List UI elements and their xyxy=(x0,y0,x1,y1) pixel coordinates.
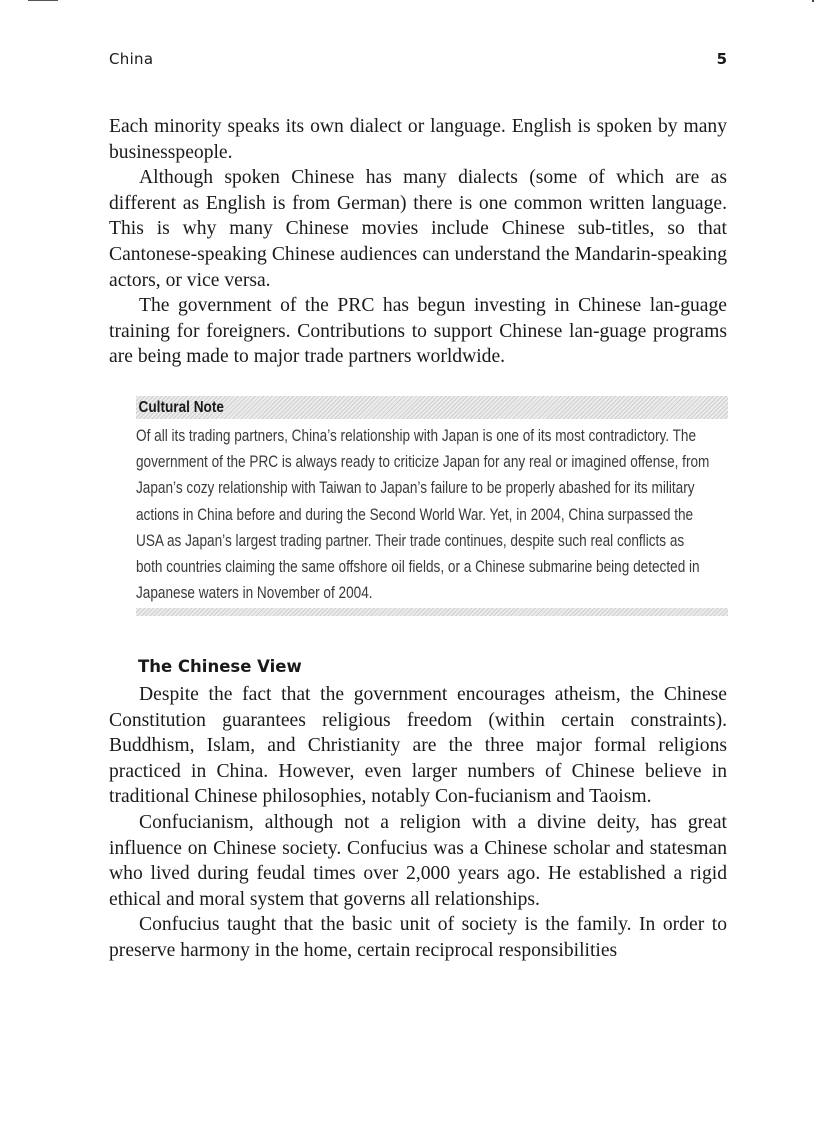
section-heading: The Chinese View xyxy=(138,657,302,676)
paragraph: Confucianism, although not a religion with a divine deity, has great influence on Chinese society. Confucius was a Chinese scholar and statesman who lived during feudal times over 2,000 years ago. He established a rigid ethical and moral system that governs all relationships. xyxy=(109,811,727,910)
cultural-note-body xyxy=(136,423,728,606)
note-line: Japan’s cozy relationship with Taiwan to Japan’s failure to be properly abashed for its military xyxy=(136,479,695,498)
section-text xyxy=(109,682,727,964)
page-number: 5 xyxy=(716,50,727,68)
corner-mark xyxy=(812,0,814,2)
paragraph: Each minority speaks its own dialect or language. English is spoken by many businesspeople. xyxy=(109,116,727,163)
cultural-note-footer-bar xyxy=(136,608,728,616)
crop-mark xyxy=(28,0,58,1)
paragraph: Although spoken Chinese has many dialects (some of which are as different as English is from German) there is one common written language. This is why many Chinese movies include Chinese sub-titles, so that Cantonese-speaking Chinese audiences can understand the Mandarin-speaking actors, or vice versa. xyxy=(109,167,727,291)
note-line: USA as Japan’s largest trading partner. Their trade continues, despite such real conflicts as xyxy=(136,531,685,550)
note-line: government of the PRC is always ready to criticize Japan for any real or imagined offense, from xyxy=(136,453,710,472)
note-line: Of all its trading partners, China’s relationship with Japan is one of its most contradictory. The xyxy=(136,427,697,445)
running-header xyxy=(109,50,727,68)
intro-text xyxy=(109,114,727,370)
note-line: actions in China before and during the Second World War. Yet, in 2004, China surpassed the xyxy=(136,505,694,524)
paragraph: The government of the PRC has begun investing in Chinese lan-guage training for foreigners. Contributions to support Chinese lan-guage programs are being made to major trade partners worldwide. xyxy=(109,295,727,368)
cultural-note-header xyxy=(136,396,728,419)
note-line: Japanese waters in November of 2004. xyxy=(136,584,373,603)
cultural-note-box xyxy=(136,396,728,616)
paragraph: Despite the fact that the government encourages atheism, the Chinese Constitution guarantees religious freedom (within certain constraints). Buddhism, Islam, and Christianity are the three major formal religions practiced in China. However, even larger numbers of Chinese believe in traditional Chinese philosophies, notably Con-fucianism and Taoism. xyxy=(109,684,727,808)
paragraph: Confucius taught that the basic unit of society is the family. In order to preserve harmony in the home, certain reciprocal responsibilities xyxy=(109,914,727,961)
running-title: China xyxy=(109,50,154,68)
cultural-note-title: Cultural Note xyxy=(138,398,224,416)
note-line: both countries claiming the same offshore oil fields, or a Chinese submarine being detected in xyxy=(136,557,700,576)
